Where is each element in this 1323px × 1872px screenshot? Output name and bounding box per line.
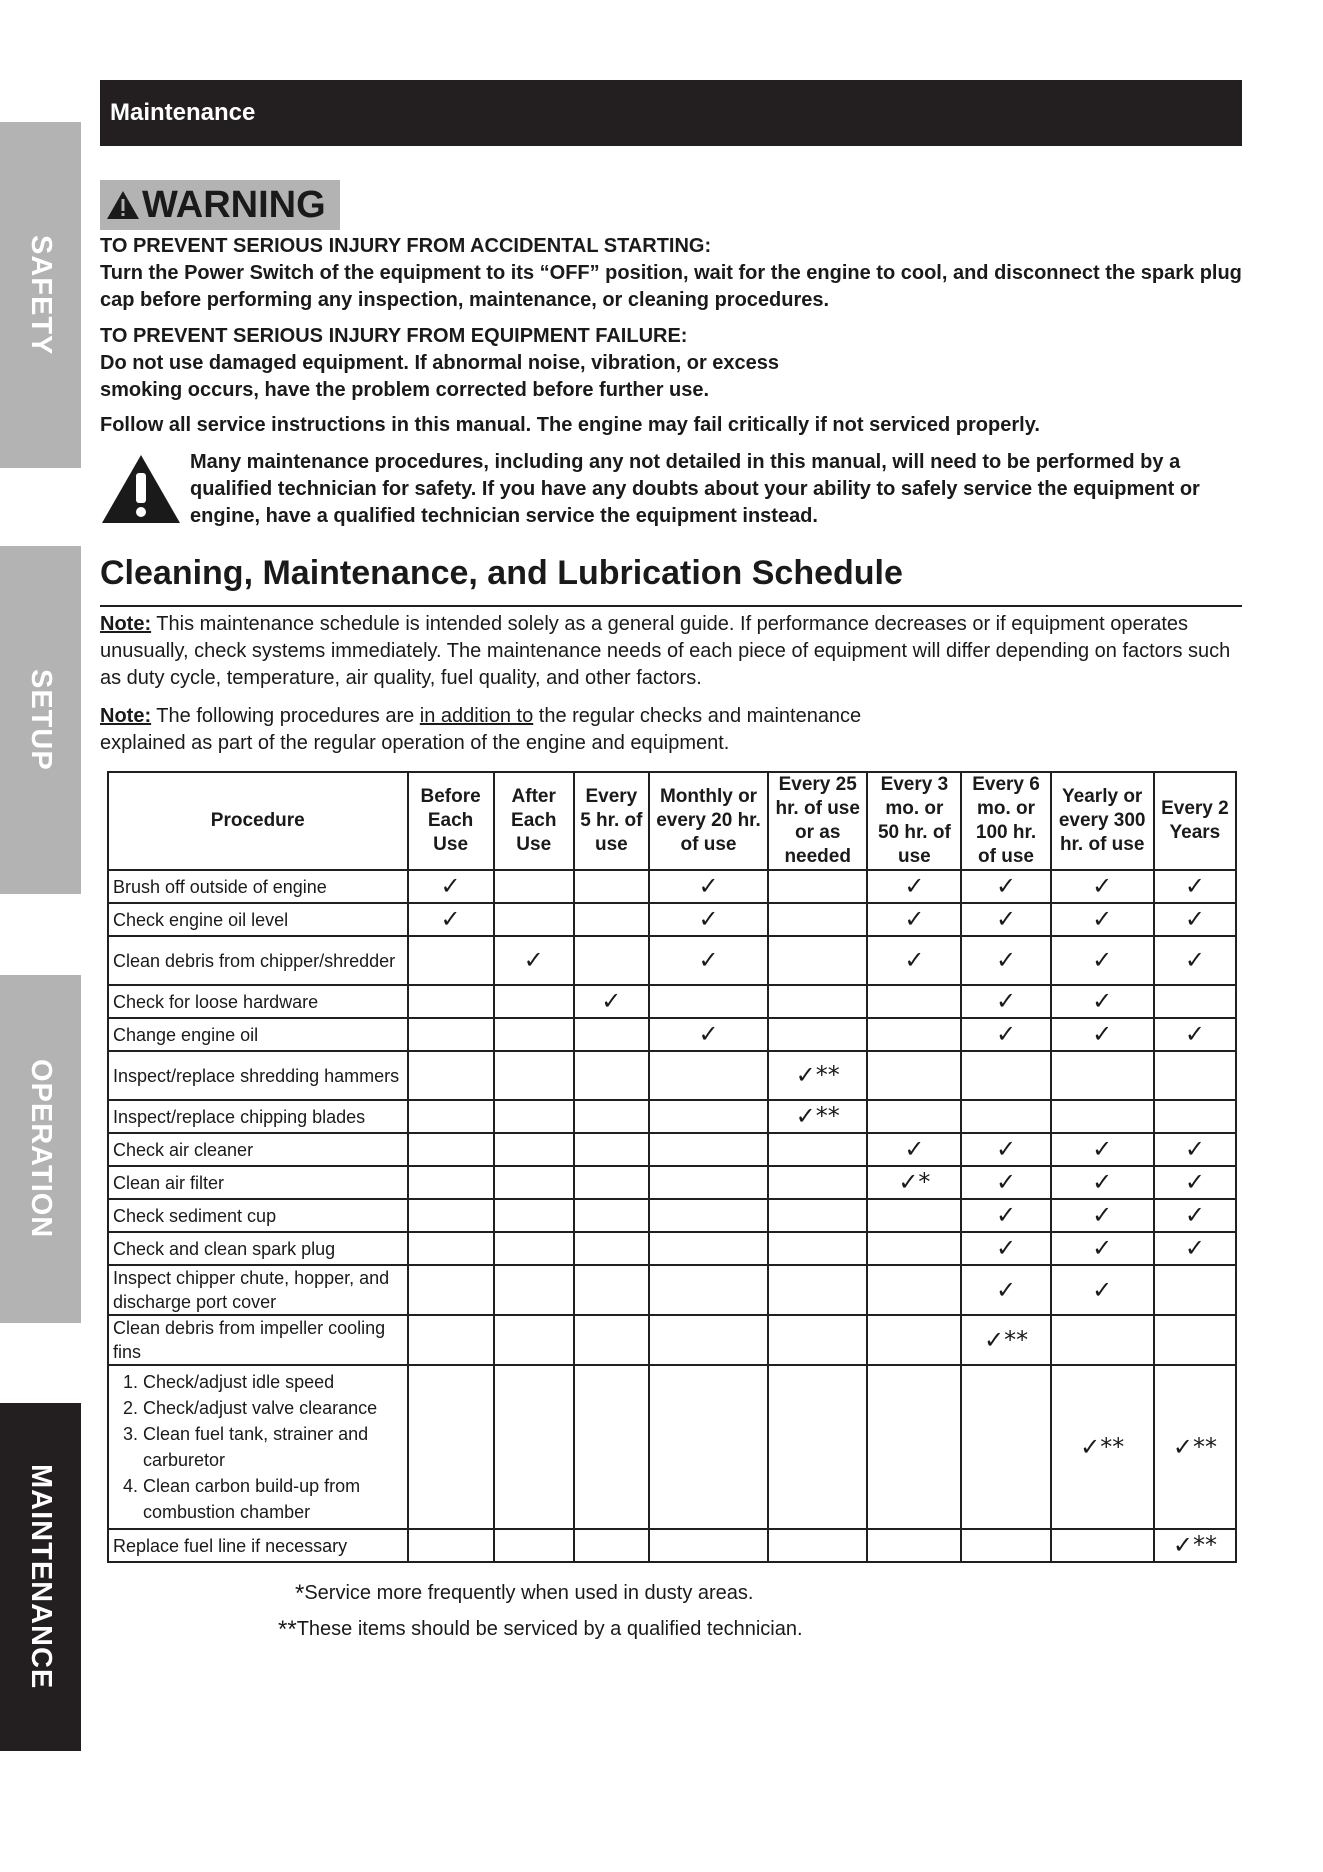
table-row [108,1051,1236,1100]
note-text: This maintenance schedule is intended solely as a general guide. If performance decreases or if equipment operates unusually, check systems immediately. The maintenance needs of each piece of equipment will differ depending on factors such as duty cycle, temperature, air quality, fuel quality, and other factors. [100,613,1231,689]
schedule-mark-cell [867,985,961,1018]
schedule-mark-cell [1051,1529,1154,1562]
schedule-mark-cell [574,1199,649,1232]
procedure-list-item: 4. Clean carbon build-up from combustion chamber [143,1473,403,1525]
check-mark: ✓** [795,1061,840,1089]
footnote-technician [278,1618,803,1646]
schedule-mark-cell [649,936,768,985]
table-row [108,1315,1236,1365]
check-mark: ✓ [1184,905,1205,933]
caution-triangle-icon [100,453,182,525]
schedule-mark-cell [768,1365,867,1529]
side-tab-label: MAINTENANCE [25,1464,57,1690]
procedure-list-cell [108,1365,408,1529]
schedule-mark-cell [1051,1232,1154,1265]
check-mark: ✓ [523,946,544,974]
schedule-mark-cell [408,1051,494,1100]
check-mark: ✓ [1092,1168,1113,1196]
schedule-mark-cell [1154,1232,1236,1265]
schedule-mark-cell [1154,1018,1236,1051]
schedule-mark-cell [961,1166,1050,1199]
schedule-mark-cell [961,985,1050,1018]
procedure-cell: Clean air filter [108,1166,408,1199]
schedule-mark-cell [494,1051,574,1100]
table-row [108,1232,1236,1265]
schedule-mark-cell [494,1265,574,1315]
schedule-mark-cell [1154,1199,1236,1232]
table-row [108,1166,1236,1199]
schedule-mark-cell [574,936,649,985]
check-mark: ✓ [698,905,719,933]
schedule-mark-cell [408,1166,494,1199]
table-row [108,1133,1236,1166]
column-header: Every 5 hr. of use [574,772,649,870]
note-additional [100,703,1242,757]
check-mark: ✓ [1092,905,1113,933]
warning-text: Turn the Power Switch of the equipment to its “OFF” position, wait for the engine to cool, and disconnect the spark plug cap before performing any inspection, maintenance, or cleaning procedures. [100,262,1242,311]
schedule-mark-cell [574,870,649,903]
procedure-cell: Change engine oil [108,1018,408,1051]
schedule-mark-cell [1051,936,1154,985]
note-label: Note: [100,613,152,635]
check-mark: ✓** [795,1102,840,1130]
schedule-mark-cell [494,903,574,936]
check-mark: ✓ [1092,1275,1113,1304]
check-mark: ✓ [904,946,925,974]
schedule-mark-cell [649,985,768,1018]
schedule-mark-cell [867,1166,961,1199]
schedule-mark-cell [961,1529,1050,1562]
schedule-mark-cell [961,1133,1050,1166]
footnote-text: Service more frequently when used in dusty areas. [304,1582,754,1604]
schedule-mark-cell [867,1315,961,1365]
column-header: Procedure [108,772,408,870]
side-tab-safety [0,122,81,468]
schedule-mark-cell [768,1199,867,1232]
schedule-mark-cell [649,870,768,903]
table-row [108,936,1236,985]
check-mark: ✓ [440,905,461,933]
schedule-mark-cell [1154,870,1236,903]
procedure-cell: Clean debris from impeller cooling fins [108,1315,408,1365]
table-row [108,1018,1236,1051]
schedule-mark-cell [867,1265,961,1315]
column-header: Every 6 mo. or 100 hr. of use [961,772,1050,870]
title-divider [100,605,1242,607]
schedule-mark-cell [768,1100,867,1133]
schedule-mark-cell [867,1232,961,1265]
schedule-mark-cell [1154,985,1236,1018]
side-tab-maintenance [0,1403,81,1751]
schedule-mark-cell [574,1232,649,1265]
schedule-mark-cell [961,1051,1050,1100]
schedule-mark-cell [494,1100,574,1133]
note-label: Note: [100,705,152,727]
check-mark: ✓ [1184,1020,1205,1048]
check-mark: ✓ [1092,1201,1113,1229]
warning-heading: TO PREVENT SERIOUS INJURY FROM EQUIPMENT FAILURE: [100,325,688,347]
schedule-mark-cell [867,1018,961,1051]
schedule-mark-cell [408,1018,494,1051]
procedure-cell: Check sediment cup [108,1199,408,1232]
warning-block-starting [100,233,1242,314]
schedule-mark-cell [867,870,961,903]
column-header: Every 2 Years [1154,772,1236,870]
check-mark: ✓ [995,905,1017,933]
schedule-mark-cell [1051,1051,1154,1100]
schedule-mark-cell [494,1232,574,1265]
schedule-mark-cell [1154,1265,1236,1315]
schedule-mark-cell [961,1100,1050,1133]
check-mark: ✓** [1080,1432,1125,1461]
schedule-mark-cell [1154,1133,1236,1166]
schedule-mark-cell [1051,1265,1154,1315]
schedule-mark-cell [408,1199,494,1232]
check-mark: ✓ [1092,872,1113,900]
note-text: explained as part of the regular operation of the engine and equipment. [100,732,730,754]
warning-text: Do not use damaged equipment. If abnormal noise, vibration, or excess [100,352,780,374]
schedule-mark-cell [961,1018,1050,1051]
procedure-cell: Brush off outside of engine [108,870,408,903]
section-header: Maintenance [100,80,1242,146]
check-mark: ✓ [1184,946,1205,974]
schedule-mark-cell [867,936,961,985]
schedule-mark-cell [1154,1529,1236,1562]
schedule-mark-cell [649,1133,768,1166]
check-mark: ✓ [995,1135,1017,1163]
schedule-mark-cell [867,1051,961,1100]
table-row [108,1265,1236,1315]
procedure-cell: Check air cleaner [108,1133,408,1166]
schedule-mark-cell [408,870,494,903]
schedule-mark-cell [574,1166,649,1199]
check-mark: ✓ [1092,987,1113,1015]
schedule-mark-cell [408,1232,494,1265]
schedule-mark-cell [408,936,494,985]
schedule-mark-cell [408,1529,494,1562]
procedure-list [113,1369,403,1525]
schedule-mark-cell [494,985,574,1018]
schedule-mark-cell [649,1232,768,1265]
procedure-cell: Check and clean spark plug [108,1232,408,1265]
column-header: Yearly or every 300 hr. of use [1051,772,1154,870]
schedule-title: Cleaning, Maintenance, and Lubrication Schedule [100,554,903,592]
procedure-cell: Clean debris from chipper/shredder [108,936,408,985]
check-mark: ✓ [904,905,925,933]
schedule-mark-cell [867,1529,961,1562]
schedule-mark-cell [1051,1166,1154,1199]
side-tab-label: SAFETY [25,234,57,356]
schedule-mark-cell [574,1315,649,1365]
schedule-mark-cell [961,1315,1050,1365]
schedule-mark-cell [1051,1199,1154,1232]
schedule-mark-cell [1051,1100,1154,1133]
schedule-mark-cell [574,1018,649,1051]
schedule-mark-cell [649,1315,768,1365]
schedule-mark-cell [1154,1166,1236,1199]
schedule-mark-cell [961,1365,1050,1529]
schedule-mark-cell [494,870,574,903]
schedule-mark-cell [1154,903,1236,936]
schedule-mark-cell [494,1133,574,1166]
schedule-mark-cell [1154,1315,1236,1365]
table-row [108,1199,1236,1232]
warning-triangle-icon [106,190,140,220]
procedure-list-item: 1. Check/adjust idle speed [143,1369,403,1395]
schedule-mark-cell [768,1051,867,1100]
side-tab-setup [0,546,81,894]
footnote-dusty [295,1582,753,1610]
warning-text: smoking occurs, have the problem corrected before further use. [100,379,710,401]
schedule-mark-cell [494,1529,574,1562]
schedule-mark-cell [1051,1365,1154,1529]
schedule-mark-cell [1051,903,1154,936]
schedule-mark-cell [574,1051,649,1100]
schedule-mark-cell [494,936,574,985]
check-mark: ✓ [698,946,719,974]
schedule-mark-cell [768,936,867,985]
column-header: Every 3 mo. or 50 hr. of use [867,772,961,870]
schedule-mark-cell [961,936,1050,985]
schedule-mark-cell [649,1199,768,1232]
warning-badge [100,180,340,230]
schedule-mark-cell [408,903,494,936]
check-mark: ✓ [1184,1135,1205,1163]
check-mark: ✓ [995,1275,1017,1304]
table-row [108,870,1236,903]
schedule-mark-cell [408,1100,494,1133]
schedule-mark-cell [1051,870,1154,903]
check-mark: ✓ [995,1201,1017,1229]
schedule-mark-cell [961,1232,1050,1265]
schedule-mark-cell [768,1265,867,1315]
schedule-mark-cell [768,1018,867,1051]
schedule-mark-cell [867,1365,961,1529]
check-mark: ✓** [1172,1531,1217,1559]
schedule-mark-cell [574,903,649,936]
check-mark: ✓ [1184,872,1205,900]
check-mark: ✓ [1184,1201,1205,1229]
column-header: Before Each Use [408,772,494,870]
schedule-mark-cell [574,1100,649,1133]
side-tab-label: OPERATION [25,1059,57,1239]
warning-heading: TO PREVENT SERIOUS INJURY FROM ACCIDENTAL STARTING: [100,235,712,257]
note-text: The following procedures are [151,705,420,727]
check-mark: ✓ [1184,1234,1205,1262]
footnote-mark: ** [278,1616,297,1643]
schedule-mark-cell [574,985,649,1018]
table-row [108,1529,1236,1562]
schedule-mark-cell [1154,936,1236,985]
check-mark: ✓ [601,987,622,1015]
schedule-mark-cell [768,903,867,936]
schedule-mark-cell [1051,985,1154,1018]
schedule-mark-cell [649,1365,768,1529]
schedule-mark-cell [494,1018,574,1051]
warning-technician-text: Many maintenance procedures, including any not detailed in this manual, will need to be performed by a qualified technician for safety. If you have any doubts about your ability to safely service the equipment or engine, have a qualified technician service the equipment instead. [190,451,1200,527]
table-header-row [108,772,1236,870]
footnote-text: These items should be serviced by a qualified technician. [296,1618,803,1640]
note-text: the regular checks and maintenance [533,705,862,727]
schedule-mark-cell [408,1315,494,1365]
schedule-mark-cell [494,1365,574,1529]
schedule-mark-cell [649,1529,768,1562]
schedule-mark-cell [649,1051,768,1100]
schedule-mark-cell [1051,1315,1154,1365]
check-mark: ✓ [995,872,1017,900]
procedure-list-item: 2. Check/adjust valve clearance [143,1395,403,1421]
check-mark: ✓ [995,946,1017,974]
schedule-mark-cell [768,1232,867,1265]
check-mark: ✓ [904,872,925,900]
schedule-mark-cell [961,1265,1050,1315]
schedule-mark-cell [961,903,1050,936]
schedule-mark-cell [408,1133,494,1166]
side-tab-operation [0,975,81,1323]
schedule-mark-cell [768,1166,867,1199]
check-mark: ✓ [1092,1234,1113,1262]
warning-label: WARNING [142,184,326,226]
check-mark: ✓ [1092,1135,1113,1163]
check-mark: ✓ [698,872,719,900]
schedule-mark-cell [574,1365,649,1529]
schedule-mark-cell [768,985,867,1018]
schedule-mark-cell [494,1199,574,1232]
table-row [108,985,1236,1018]
check-mark: ✓ [995,1168,1017,1196]
procedure-cell: Check for loose hardware [108,985,408,1018]
procedure-cell: Inspect chipper chute, hopper, and discharge port cover [108,1265,408,1315]
schedule-mark-cell [649,1166,768,1199]
schedule-mark-cell [1154,1051,1236,1100]
check-mark: ✓ [1184,1168,1205,1196]
check-mark: ✓ [440,872,461,900]
schedule-mark-cell [768,1529,867,1562]
procedure-cell: Check engine oil level [108,903,408,936]
table-row [108,903,1236,936]
schedule-mark-cell [494,1166,574,1199]
schedule-mark-cell [1051,1133,1154,1166]
footnote-mark: * [295,1580,305,1607]
column-header: After Each Use [494,772,574,870]
schedule-mark-cell [867,903,961,936]
schedule-mark-cell [408,1365,494,1529]
check-mark: ✓** [1172,1432,1217,1461]
schedule-mark-cell [649,903,768,936]
schedule-mark-cell [408,985,494,1018]
table-row [108,1100,1236,1133]
check-mark: ✓ [904,1135,925,1163]
check-mark: ✓* [898,1168,931,1196]
procedure-list-item: 3. Clean fuel tank, strainer and carburetor [143,1421,403,1473]
table-row [108,1365,1236,1529]
schedule-mark-cell [649,1018,768,1051]
column-header: Monthly or every 20 hr. of use [649,772,768,870]
schedule-mark-cell [574,1133,649,1166]
column-header: Every 25 hr. of use or as needed [768,772,867,870]
note-emphasis: in addition to [419,705,534,727]
schedule-mark-cell [768,1315,867,1365]
check-mark: ✓ [698,1020,719,1048]
schedule-mark-cell [1051,1018,1154,1051]
schedule-mark-cell [768,1133,867,1166]
schedule-mark-cell [649,1100,768,1133]
warning-service-text: Follow all service instructions in this manual. The engine may fail critically if not serviced properly. [100,414,1040,436]
check-mark: ✓ [995,987,1017,1015]
procedure-cell: Inspect/replace shredding hammers [108,1051,408,1100]
schedule-mark-cell [494,1315,574,1365]
note-general [100,611,1242,692]
check-mark: ✓ [1092,946,1113,974]
schedule-mark-cell [867,1133,961,1166]
schedule-mark-cell [961,870,1050,903]
check-mark: ✓ [1092,1020,1113,1048]
side-tab-label: SETUP [25,669,57,771]
check-mark: ✓ [995,1020,1017,1048]
schedule-mark-cell [1154,1100,1236,1133]
procedure-cell: Inspect/replace chipping blades [108,1100,408,1133]
schedule-mark-cell [649,1265,768,1315]
schedule-mark-cell [408,1265,494,1315]
procedure-cell: Replace fuel line if necessary [108,1529,408,1562]
schedule-mark-cell [574,1529,649,1562]
check-mark: ✓ [995,1234,1017,1262]
schedule-mark-cell [867,1100,961,1133]
schedule-mark-cell [961,1199,1050,1232]
schedule-mark-cell [1154,1365,1236,1529]
schedule-mark-cell [768,870,867,903]
schedule-mark-cell [867,1199,961,1232]
check-mark: ✓** [983,1325,1029,1354]
maintenance-schedule-table [107,771,1237,1563]
schedule-mark-cell [574,1265,649,1315]
warning-block-failure [100,323,1242,404]
